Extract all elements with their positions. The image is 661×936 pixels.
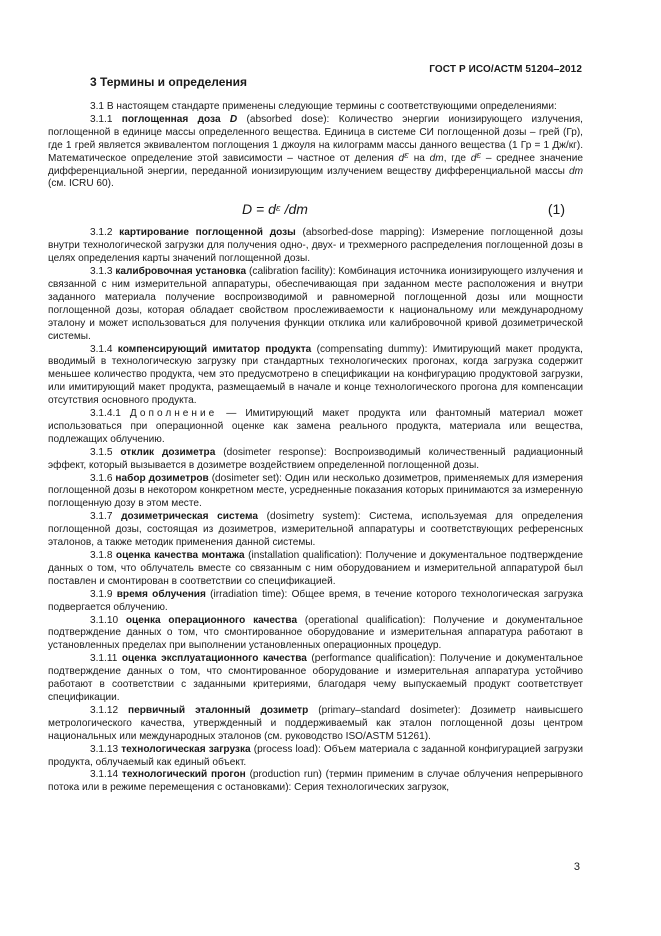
definition-text: (process load): Объем материала с заданной конфигурацией загрузки продукта, облучаемый как единый объект. <box>48 743 584 768</box>
clause-number: 3.1.8 <box>90 550 116 561</box>
paragraph-3-1-5 <box>48 447 583 473</box>
definition-text: (production run) (термин применим в случае облучения непрерывного потока или в режиме перемещения с остановками): Серия технологических загрузок, <box>48 769 583 794</box>
clause-number: 3.1.13 <box>90 743 122 755</box>
symbol-epsilon: ε <box>404 150 409 161</box>
formula-lhs: D = d <box>242 201 276 218</box>
clause-number: 3.1.14 <box>90 769 122 781</box>
definition-text: (performance qualification): Получение и документальное подтверждение данных о том, что смонтированное оборудование и измерительная аппаратура устойчиво работают в соответствии с заданными критериями, благодаря чему выпускаемый продукт соответствует спецификации. <box>48 653 583 703</box>
definition-text: (compensating dummy): Имитирующий макет продукта, вводимый в технологическую загрузку при стандартных технологических прогонах, когда загрузка содержит меньшее количество продукта, чем это предусмотрено в спецификации на конфигурацию продуктовой загрузки, или имитирующий макет продукта, размещаемый в начале и конце технологического прогона для компенсации отсутствия основного продукта. <box>48 343 583 407</box>
clause-number: 3.1.7 <box>90 511 122 523</box>
definition-text: — Имитирующий макет продукта или фантомный материал может использоваться при операционной оценке как замена реального продукта, материала или вещества, подлежащих облучению. <box>48 408 583 445</box>
term: поглощенная доза <box>121 113 230 125</box>
page-number: 3 <box>573 861 580 873</box>
clause-number: 3.1.11 <box>90 653 122 665</box>
clause-number: 3.1.12 <box>90 704 129 716</box>
paragraph-3-1-9 <box>48 589 583 615</box>
definition-text: (operational qualification): Получение и документальное подтверждение данных о том, что смонтированное оборудование и измерительная аппаратура работают в установленных пределах при выполнении установленных операционных процедур. <box>48 614 583 652</box>
definition-text: на <box>409 152 430 164</box>
definition-text: – среднее значение дифференциальной энергии, переданной ионизирующим излучением веществу дифференциальной массы <box>48 152 583 177</box>
clause-number: 3.1.4 <box>90 343 118 355</box>
term: отклик дозиметра <box>120 446 216 458</box>
clause-number: 3.1.2 <box>90 227 120 239</box>
term: оценка операционного качества <box>125 614 298 626</box>
symbol-dm: dm <box>568 165 583 177</box>
term: технологическая загрузка <box>121 743 251 755</box>
section-title: 3 Термины и определения <box>90 75 248 89</box>
paragraph-3-1-4 <box>48 344 583 409</box>
symbol-d: d <box>470 152 477 164</box>
term: картирование поглощенной дозы <box>119 227 296 239</box>
formula-rhs: /dm <box>280 201 308 218</box>
term: оценка эксплуатационного качества <box>121 653 307 665</box>
symbol-dm: dm <box>429 152 444 164</box>
paragraph-3-1-12 <box>48 705 583 744</box>
term: компенсирующий имитатор продукта <box>117 343 312 355</box>
symbol-epsilon: ε <box>476 150 482 161</box>
clause-number: 3.1.4.1 <box>90 408 130 420</box>
clause-number: 3.1.10 <box>90 614 126 626</box>
note-label: Дополнение <box>129 408 218 420</box>
clause-number: 3.1.9 <box>90 588 117 600</box>
paragraph-3-1-10 <box>48 615 583 654</box>
definition-text: , где <box>443 152 471 164</box>
paragraph-3-1-14 <box>48 769 583 795</box>
definition-text: (absorbed-dose mapping): Измерение поглощенной дозы внутри технологической загрузки для получения одно-, двух- и трехмерного распределения поглощенной дозы в целях определения карты значений поглощенной дозы. <box>48 227 583 265</box>
paragraph-3-1-7 <box>48 511 583 550</box>
term: набор дозиметров <box>115 472 209 484</box>
formula-expression <box>242 203 308 219</box>
definition-text: (calibration facility): Комбинация источника ионизирующего излучения и связанной с ним измерительной аппаратуры, обеспечивающая при заданном месте расположения и внутри заданного материала получение воспроизводимой и равномерной поглощенной дозы или мощности поглощенной дозы, которая обладает свойством прослеживаемости к национальному или международному эталону и может использоваться для получения функции отклика или калибровочной кривой дозиметрической системы. <box>48 266 583 342</box>
paragraph-3-1-13 <box>48 744 583 770</box>
definition-text: (absorbed dose): Количество энергии ионизирующего излучения, поглощенной в единице массы определенного вещества. Единица в системе СИ поглощенной дозы – грей (Гр), где 1 грей является эквивалентом поглощения 1 джоуля на килограмм массы данного вещества (1 Гр = 1 Дж/кг). Математическое определение этой зависимости – частное от деления <box>48 113 583 164</box>
paragraph-3-1-11 <box>48 653 583 705</box>
term: калибровочная установка <box>115 266 247 278</box>
term: первичный эталонный дозиметр <box>128 704 309 716</box>
definition-text: (irradiation time): Общее время, в течение которого технологическая загрузка подвергается облучению. <box>48 588 583 613</box>
document-body <box>48 101 583 795</box>
term: технологический прогон <box>121 769 246 781</box>
clause-number: 3.1.6 <box>90 472 116 484</box>
formula-epsilon: ε <box>275 204 281 215</box>
document-code: ГОСТ Р ИСО/АСТМ 51204–2012 <box>429 64 582 75</box>
definition-text: (installation qualification): Получение и документальное подтверждение данных о том, что облучатель вместе со связанным с ним оборудованием и измерительной аппаратурой был поставлен и смонтирован в соответствии со спецификацией. <box>48 550 583 587</box>
symbol-d: D <box>229 113 238 125</box>
definition-text: (см. ICRU 60). <box>48 178 114 190</box>
clause-number: 3.1.1 <box>90 113 122 125</box>
term: оценка качества монтажа <box>115 550 245 561</box>
formula-number: (1) <box>547 201 565 218</box>
paragraph-3-1-2 <box>48 227 583 266</box>
term: дозиметрическая система <box>121 511 258 523</box>
paragraph-3-1: 3.1 В настоящем стандарте применены следующие термины с соответствующими определениями: <box>90 101 557 112</box>
symbol-d: d <box>398 152 405 164</box>
paragraph-3-1-6 <box>48 473 583 512</box>
clause-number: 3.1.3 <box>90 266 116 278</box>
definition-text: (dosimetry system): Система, используемая для определения поглощенной дозы, состоящая из дозиметров, измерительной аппаратуры и соответствующих референсных эталонов, а также методик применения данной системы. <box>48 511 583 549</box>
paragraph-3-1-4-1 <box>48 408 583 447</box>
definition-text: (dosimeter set): Один или несколько дозиметров, применяемых для измерения поглощенной дозы в некотором конкретном месте, усредненные показания которых принимаются за измеренную поглощенную дозу в этом месте. <box>48 472 583 510</box>
formula-1 <box>48 195 583 225</box>
paragraph-3-1-1 <box>48 114 583 191</box>
definition-text: (dosimeter response): Воспроизводимый количественный радиационный эффект, который вызывается в дозиметре воздействием определенной поглощенной дозы. <box>48 446 583 471</box>
paragraph-3-1-3 <box>48 266 583 343</box>
definition-text: (primary–standard dosimeter): Дозиметр наивысшего метрологического качества, утвержденный и поддерживаемый как эталон поглощенной дозы центром национальных или международных эталонов (см. руководство ISO/ASTM 51261). <box>48 704 583 742</box>
term: время облучения <box>116 588 206 600</box>
paragraph-3-1-8 <box>48 550 583 589</box>
clause-number: 3.1.5 <box>90 446 121 458</box>
